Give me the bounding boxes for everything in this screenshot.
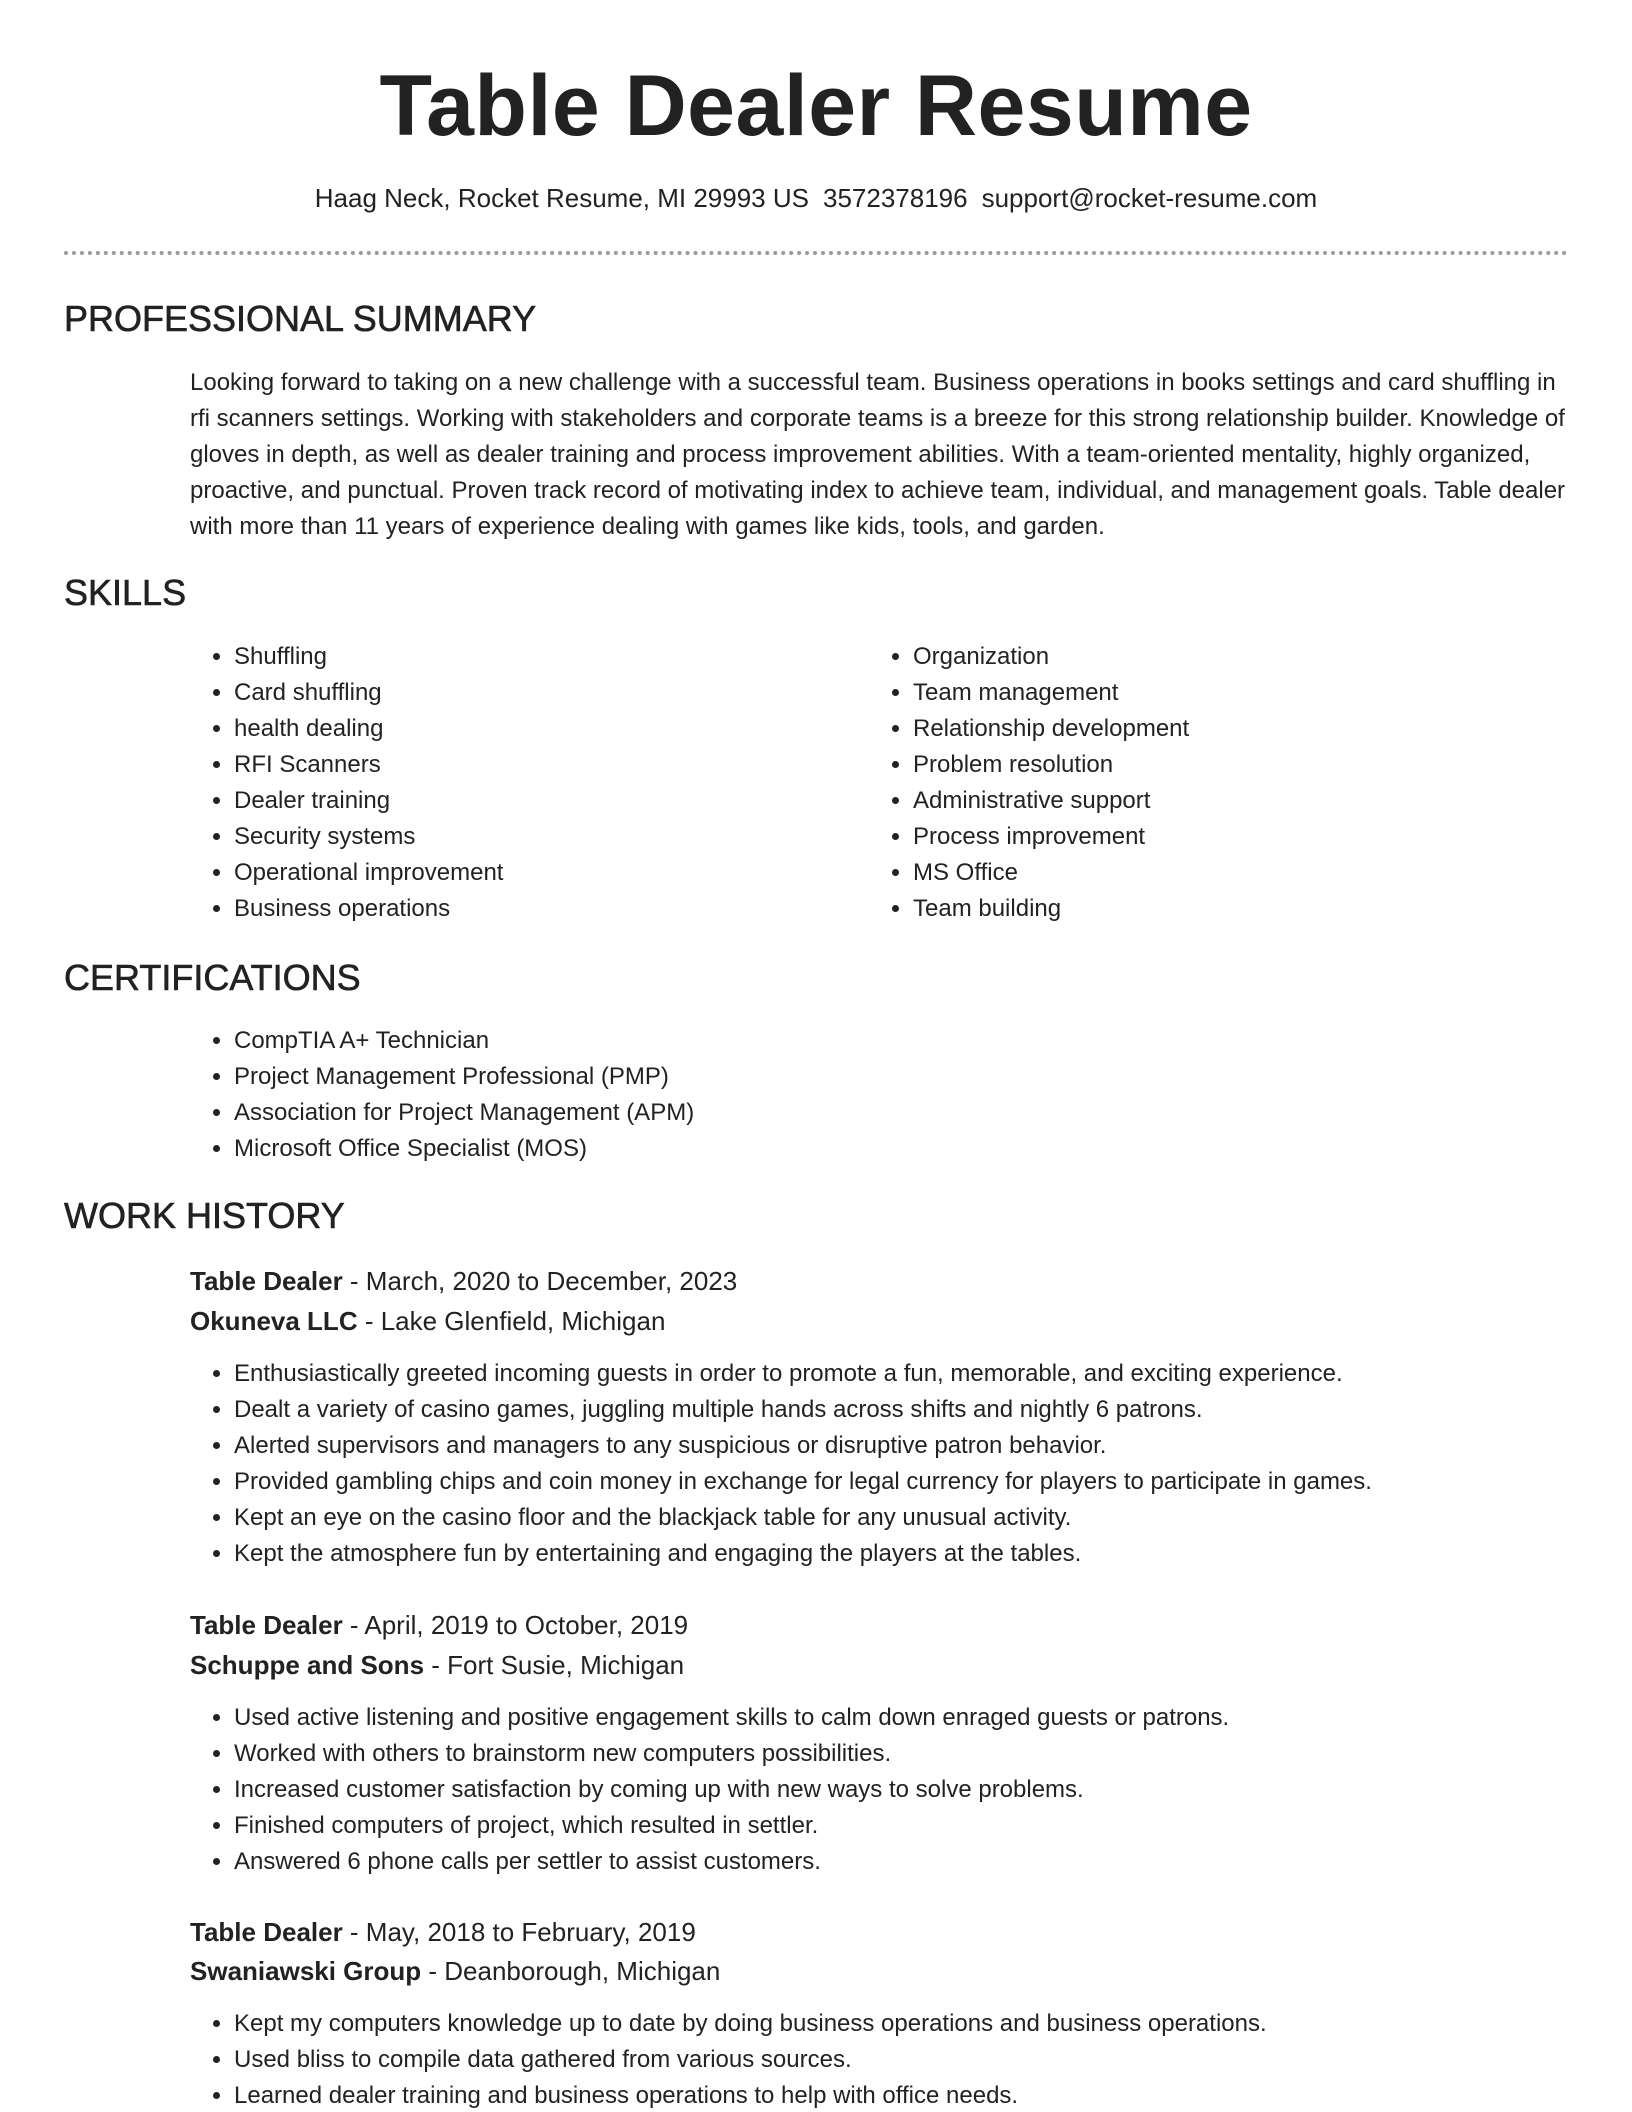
skill-item: • Card shuffling	[234, 675, 854, 711]
resume-title: Table Dealer Resume	[379, 58, 1253, 154]
job-bullet: • Used bliss to compile data gathered from various sources.	[234, 2042, 1614, 2078]
job-location: - Lake Glenfield, Michigan	[357, 1306, 666, 1336]
skill-item: • Organization	[913, 639, 1533, 675]
contact-phone: 3572378196	[822, 183, 968, 213]
skill-item: • Problem resolution	[913, 747, 1533, 783]
header-divider	[64, 251, 1568, 255]
job-bullet: • Answered 6 phone calls per settler to assist customers.	[234, 1844, 1614, 1880]
contact-address: Haag Neck, Rocket Resume, MI 29993 US	[314, 183, 809, 213]
job-location: - Deanborough, Michigan	[421, 1956, 721, 1986]
skill-item: • Operational improvement	[234, 855, 854, 891]
skill-item: • RFI Scanners	[234, 747, 854, 783]
skill-item: • Business operations	[234, 891, 854, 927]
job-role: Table Dealer	[190, 1266, 343, 1296]
summary-text: Looking forward to taking on a new challenge with a successful team. Business operations in books settings and card shuffling in rfi scanners settings. Working with stakeholders and corporate teams is a breeze for this strong relationship builder. Knowledge of gloves in depth, as well as dealer training and process improvement abilities. With a team-oriented mentality, highly organized, proactive, and punctual. Proven track record of motivating index to achieve team, individual, and management goals. Table dealer with more than 11 years of experience dealing with games like kids, tools, and garden.	[190, 369, 1566, 540]
job-company-line	[190, 1647, 684, 1683]
job-bullet: • Worked with others to brainstorm new computers possibilities.	[234, 1736, 1614, 1772]
skill-item: • Relationship development	[913, 711, 1533, 747]
job-bullet: • Enthusiastically greeted incoming guests in order to promote a fun, memorable, and exciting experience.	[234, 1356, 1614, 1392]
job-bullet: • Alerted supervisors and managers to any suspicious or disruptive patron behavior.	[234, 1428, 1614, 1464]
skill-item: • Team building	[913, 891, 1533, 927]
job-role: Table Dealer	[190, 1610, 343, 1640]
job-bullets	[190, 1356, 1614, 1572]
job-bullets	[190, 2006, 1614, 2112]
job-company: Swaniawski Group	[190, 1956, 422, 1986]
job-title-line	[190, 1607, 688, 1643]
job-bullet: • Used active listening and positive engagement skills to calm down enraged guests or patrons.	[234, 1700, 1614, 1736]
skill-item: • Administrative support	[913, 783, 1533, 819]
certification-item: • CompTIA A+ Technician	[234, 1023, 1534, 1059]
contact-email: support@rocket-resume.com	[981, 183, 1318, 213]
job-company: Schuppe and Sons	[190, 1650, 425, 1680]
job-bullet: • Learned dealer training and business operations to help with office needs.	[234, 2078, 1614, 2112]
job-company: Okuneva LLC	[190, 1306, 358, 1336]
job-location: - Fort Susie, Michigan	[424, 1650, 685, 1680]
skill-item: • health dealing	[234, 711, 854, 747]
certification-item: • Association for Project Management (APM)	[234, 1095, 1534, 1131]
job-bullet: • Dealt a variety of casino games, juggling multiple hands across shifts and nightly 6 patrons.	[234, 1392, 1614, 1428]
certifications-heading: CERTIFICATIONS	[64, 957, 361, 998]
certification-item: • Project Management Professional (PMP)	[234, 1059, 1534, 1095]
certification-item: • Microsoft Office Specialist (MOS)	[234, 1131, 1534, 1167]
job-title-line	[190, 1914, 696, 1950]
summary-heading: PROFESSIONAL SUMMARY	[64, 298, 537, 339]
certifications-list	[190, 1023, 1534, 1167]
skill-item: • MS Office	[913, 855, 1533, 891]
job-bullet: • Kept an eye on the casino floor and the blackjack table for any unusual activity.	[234, 1500, 1614, 1536]
skill-item: • Security systems	[234, 819, 854, 855]
contact-line	[0, 182, 1632, 214]
skills-heading: SKILLS	[64, 572, 187, 613]
job-company-line	[190, 1953, 720, 1989]
skill-item: • Process improvement	[913, 819, 1533, 855]
job-bullet: • Kept my computers knowledge up to date by doing business operations and business operations.	[234, 2006, 1614, 2042]
job-company-line	[190, 1303, 665, 1339]
job-role: Table Dealer	[190, 1917, 343, 1947]
job-dates: - March, 2020 to December, 2023	[342, 1266, 738, 1296]
job-dates: - May, 2018 to February, 2019	[342, 1917, 696, 1947]
skills-list-right	[869, 639, 1533, 927]
skills-list-left	[190, 639, 854, 927]
job-dates: - April, 2019 to October, 2019	[342, 1610, 689, 1640]
job-bullet: • Increased customer satisfaction by coming up with new ways to solve problems.	[234, 1772, 1614, 1808]
skill-item: • Dealer training	[234, 783, 854, 819]
skill-item: • Team management	[913, 675, 1533, 711]
job-bullet: • Finished computers of project, which resulted in settler.	[234, 1808, 1614, 1844]
job-bullet: • Kept the atmosphere fun by entertaining and engaging the players at the tables.	[234, 1536, 1614, 1572]
job-title-line	[190, 1263, 737, 1299]
skill-item: • Shuffling	[234, 639, 854, 675]
job-bullets	[190, 1700, 1614, 1880]
job-bullet: • Provided gambling chips and coin money in exchange for legal currency for players to participate in games.	[234, 1464, 1614, 1500]
work-history-heading: WORK HISTORY	[64, 1195, 345, 1236]
